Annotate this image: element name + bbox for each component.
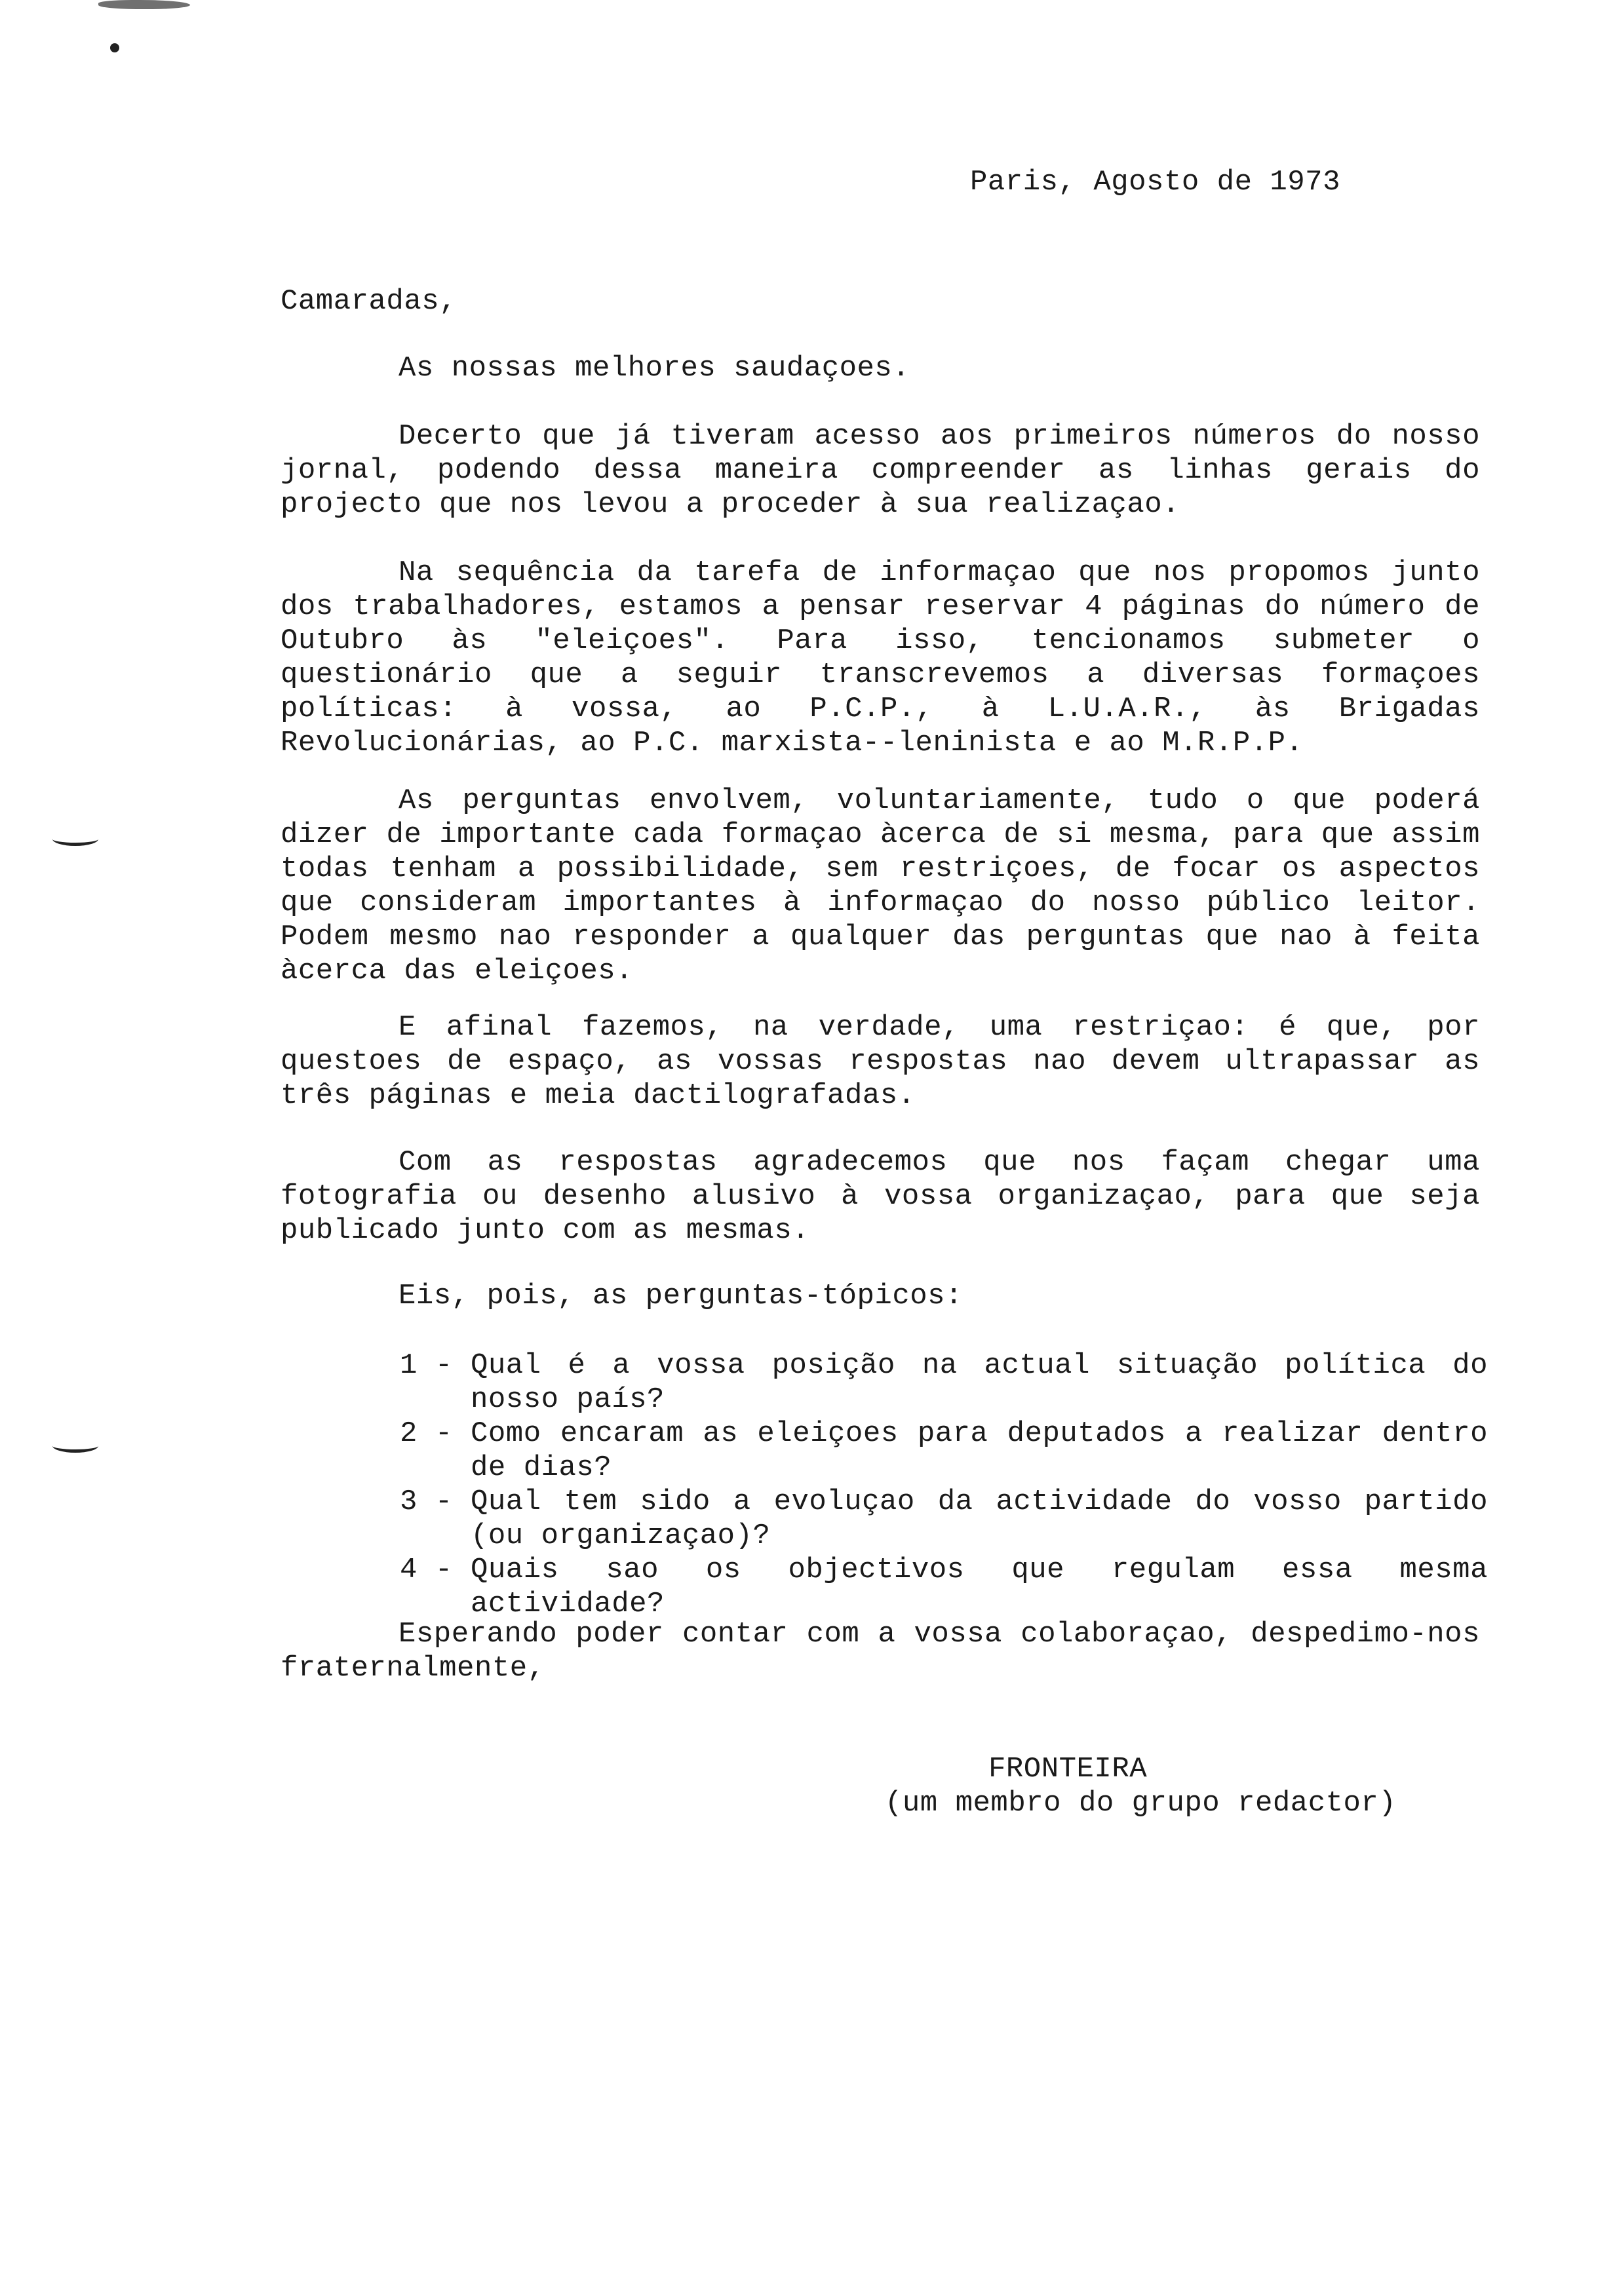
restriction-paragraph: E afinal fazemos, na verdade, uma restriçao: é que, por questoes de espaço, as vossas respostas nao devem ultrapassar as três páginas e meia dactilografadas. [281, 1011, 1480, 1112]
questions-intro: Eis, pois, as perguntas-tópicos: [399, 1280, 963, 1312]
punch-mark [52, 832, 98, 846]
question-number: 1 - [400, 1349, 453, 1382]
question-number: 4 - [400, 1554, 453, 1586]
question-text: Qual é a vossa posição na actual situação política do nosso país? [471, 1349, 1488, 1416]
scope-paragraph: As perguntas envolvem, voluntariamente, tudo o que poderá dizer de importante cada formaçao àcerca de si mesma, para que assim todas tenham a possibilidade, sem restriçoes, de focar os aspectos que consideram importantes à informaçao do nosso público leitor. Podem mesmo nao responder a qualquer das perguntas que nao à feita àcerca das eleiçoes. [281, 784, 1480, 987]
photo-request-paragraph: Com as respostas agradecemos que nos façam chegar uma fotografia ou desenho alusivo à vossa organizaçao, para que seja publicado junto com as mesmas. [281, 1146, 1480, 1247]
greeting-paragraph: As nossas melhores saudaçoes. [399, 352, 910, 385]
signature-name: FRONTEIRA [988, 1753, 1148, 1786]
questions-list [400, 1349, 1488, 1621]
scan-dot [110, 43, 119, 52]
question-text: Quais sao os objectivos que regulam essa mesma actividade? [471, 1554, 1488, 1620]
question-text: Como encaram as eleiçoes para deputados a realizar dentro de dias? [471, 1417, 1488, 1484]
closing-paragraph: Esperando poder contar com a vossa colaboraçao, despedimo-nos fraternalmente, [281, 1618, 1480, 1685]
proposal-paragraph: Na sequência da tarefa de informaçao que nos propomos junto dos trabalhadores, estamos a pensar reservar 4 páginas do número de Outubro às "eleiçoes". Para isso, tencionamos submeter o questionário que a seguir transcrevemos a diversas formaçoes políticas: à vossa, ao P.C.P., à L.U.A.R., às Brigadas Revolucionárias, ao P.C. marxista--leninista e ao M.R.P.P. [281, 556, 1480, 759]
question-text: Qual tem sido a evoluçao da actividade do vosso partido (ou organizaçao)? [471, 1485, 1488, 1552]
punch-mark [52, 1439, 98, 1453]
question-number: 2 - [400, 1417, 453, 1450]
salutation: Camaradas, [281, 285, 457, 318]
intro-paragraph: Decerto que já tiveram acesso aos primeiros números do nosso jornal, podendo dessa maneira compreender as linhas gerais do projecto que nos levou a proceder à sua realizaçao. [281, 420, 1480, 521]
question-item [400, 1417, 1488, 1485]
question-number: 3 - [400, 1485, 453, 1518]
question-item [400, 1349, 1488, 1417]
letter-date: Paris, Agosto de 1973 [970, 166, 1340, 199]
question-item [400, 1485, 1488, 1553]
signature-role: (um membro do grupo redactor) [885, 1787, 1397, 1820]
scan-smudge [98, 0, 190, 9]
question-item [400, 1553, 1488, 1621]
